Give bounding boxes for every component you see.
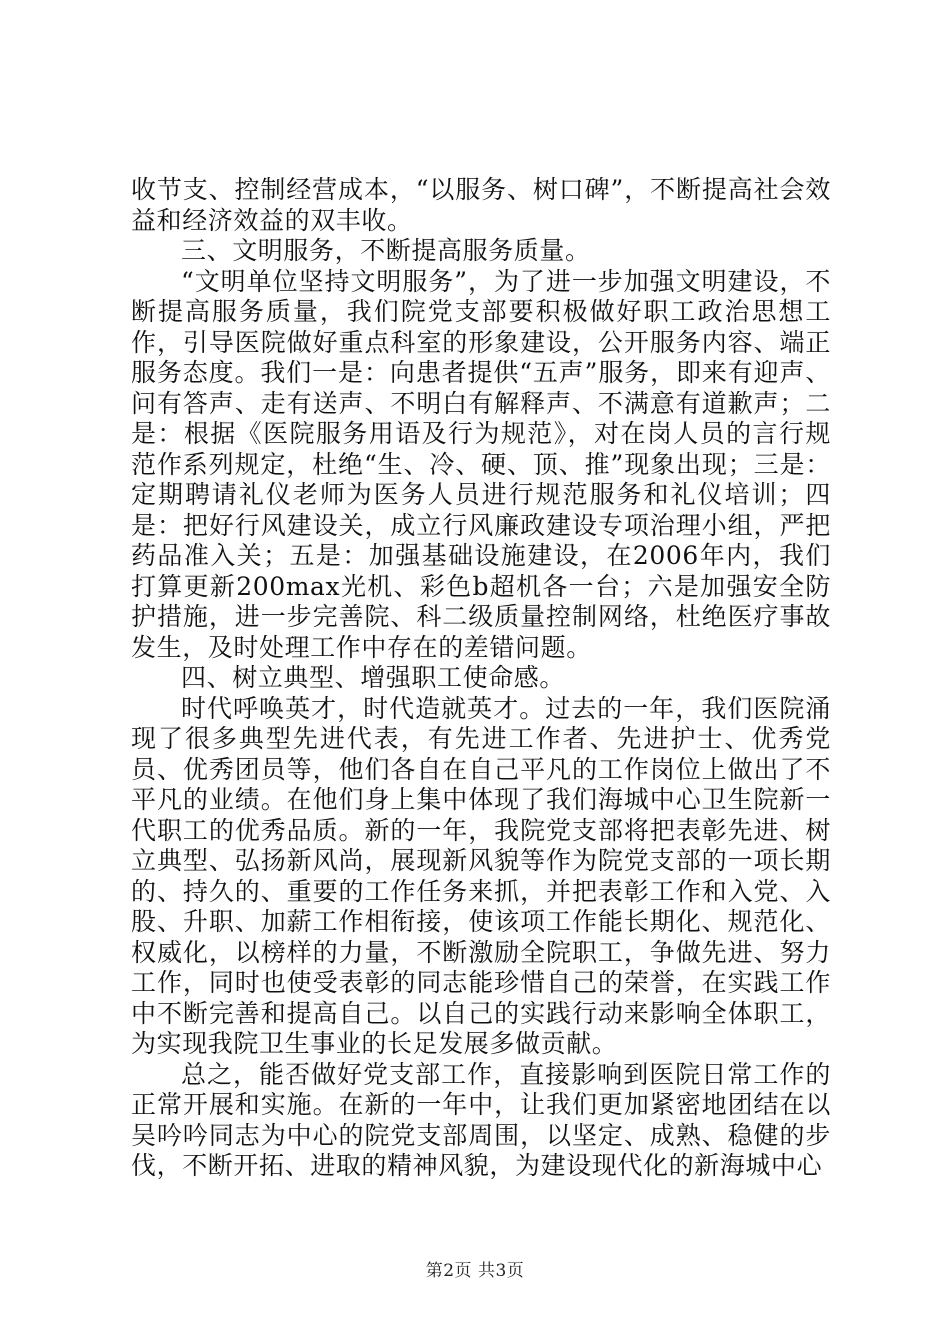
paragraph-role-models: 时代呼唤英才，时代造就英才。过去的一年，我们医院涌现了很多典型先进代表，有先进工作者、先进护士、优秀党员、优秀团员等，他们各自在自己平凡的工作岗位上做出了不平凡的业绩。在他们身上集中体现了我们海城中心卫生院新一代职工的优秀品质。新的一年，我院党支部将把表彰先进、树立典型、弘扬新风尚，展现新风貌等作为院党支部的一项长期的、持久的、重要的工作任务来抓，并把表彰工作和入党、入股、升职、加薪工作相衔接，使该项工作能长期化、规范化、权威化，以榜样的力量，不断激励全院职工，争做先进、努力工作，同时也使受表彰的同志能珍惜自己的荣誉，在实践工作中不断完善和提高自己。以自己的实践行动来影响全体职工，为实现我院卫生事业的长足发展多做贡献。 bbox=[131, 693, 831, 1058]
paragraph-civilized-service: “文明单位坚持文明服务”，为了进一步加强文明建设，不断提高服务质量，我们院党支部要积极做好职工政治思想工作，引导医院做好重点科室的形象建设，公开服务内容、端正服务态度。我们一是：向患者提供“五声”服务，即来有迎声、问有答声、走有送声、不明白有解释声、不满意有道歉声；二是：根据《医院服务用语及行为规范》，对在岗人员的言行规范作系列规定，杜绝“生、冷、硬、顶、推”现象出现；三是：定期聘请礼仪老师为医务人员进行规范服务和礼仪培训；四是：把好行风建设关，成立行风廉政建设专项治理小组，严把药品准入关；五是：加强基础设施建设，在2006年内，我们打算更新200max光机、彩色b超机各一台；六是加强安全防护措施，进一步完善院、科二级质量控制网络，杜绝医疗事故发生，及时处理工作中存在的差错问题。 bbox=[131, 266, 831, 662]
section-heading-role-models: 四、树立典型、增强职工使命感。 bbox=[181, 663, 566, 692]
document-body bbox=[131, 175, 831, 1182]
paragraph-continuation: 收节支、控制经营成本，“以服务、树口碑”，不断提高社会效益和经济效益的双丰收。 bbox=[131, 175, 831, 235]
paragraph-conclusion: 总之，能否做好党支部工作，直接影响到医院日常工作的正常开展和实施。在新的一年中，让我们更加紧密地团结在以吴吟吟同志为中心的院党支部周围，以坚定、成熟、稳健的步伐，不断开拓、进取的精神风貌，为建设现代化的新海城中心 bbox=[131, 1059, 831, 1180]
section-heading-civilized-service: 三、文明服务，不断提高服务质量。 bbox=[181, 236, 591, 265]
page-number-footer: 第2页 共3页 bbox=[425, 1261, 525, 1281]
